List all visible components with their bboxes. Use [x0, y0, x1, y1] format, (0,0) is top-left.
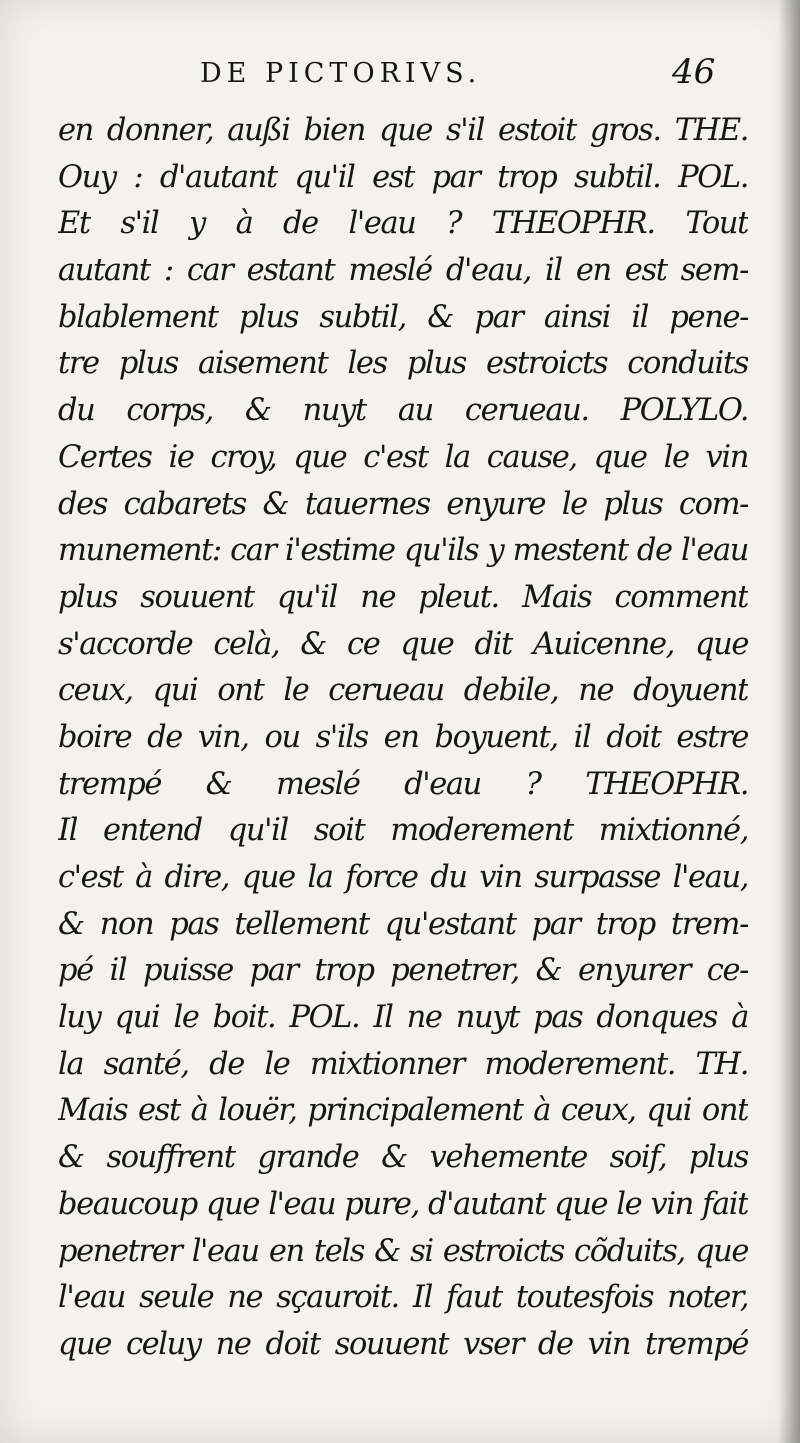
text-line: Mais est à louër, principalement à ceux, qui ont: [58, 1093, 748, 1129]
text-line: blablement plus subtil, & par ainsi il pene-: [58, 299, 748, 335]
page-edge-shadow: [778, 0, 800, 1443]
text-line: en donner, außi bien que s'il estoit gros. THE.: [58, 113, 748, 148]
text-line: l'eau seule ne sçauroit. Il faut toutesfois noter,: [58, 1280, 748, 1316]
text-line: Certes ie croy, que c'est la cause, que le vin: [58, 439, 748, 475]
text-line: la santé, de le mixtionner moderement. TH.: [58, 1046, 748, 1082]
text-line: ceux, qui ont le cerueau debile, ne doyuent: [58, 673, 748, 709]
text-line: & non pas tellement qu'estant par trop trem-: [58, 906, 748, 942]
text-line: plus souuent qu'il ne pleut. Mais comment: [58, 579, 748, 615]
text-line: c'est à dire, que la force du vin surpasse l'eau,: [58, 860, 748, 895]
text-line: Il entend qu'il soit moderement mixtionné,: [58, 813, 748, 849]
text-line: penetrer l'eau en tels & si estroicts cõduits, que: [58, 1233, 748, 1269]
text-line: boire de vin, ou s'ils en boyuent, il doit estre: [58, 719, 748, 755]
text-line: s'accorde celà, & ce que dit Auicenne, que: [58, 626, 748, 662]
text-line: Ouy : d'autant qu'il est par trop subtil. POL.: [58, 159, 748, 195]
text-line: du corps, & nuyt au cerueau. POLYLO.: [58, 393, 748, 429]
page-number: 46: [672, 52, 716, 92]
text-line: & souffrent grande & vehemente soif, plus: [58, 1140, 748, 1176]
text-line: pé il puisse par trop penetrer, & enyurer ce-: [58, 953, 748, 989]
text-line: beaucoup que l'eau pure, d'autant que le vin fait: [58, 1186, 748, 1222]
text-line: tre plus aisement les plus estroicts conduits: [58, 346, 748, 382]
text-line: Et s'il y à de l'eau ? THEOPHR. Tout: [58, 206, 748, 242]
text-line: que celuy ne doit souuent vser de vin trempé: [58, 1326, 748, 1362]
running-head: DE PICTORIVS.: [200, 58, 482, 89]
text-line: munement: car i'estime qu'ils y mestent de l'eau: [58, 533, 748, 569]
text-block: [58, 108, 748, 1369]
text-line: luy qui le boit. POL. Il ne nuyt pas donques à: [58, 1000, 748, 1036]
text-line: trempé & meslé d'eau ? THEOPHR.: [58, 766, 748, 802]
text-line: autant : car estant meslé d'eau, il en est sem-: [58, 253, 748, 289]
text-line: des cabarets & tauernes enyure le plus com-: [58, 486, 748, 522]
